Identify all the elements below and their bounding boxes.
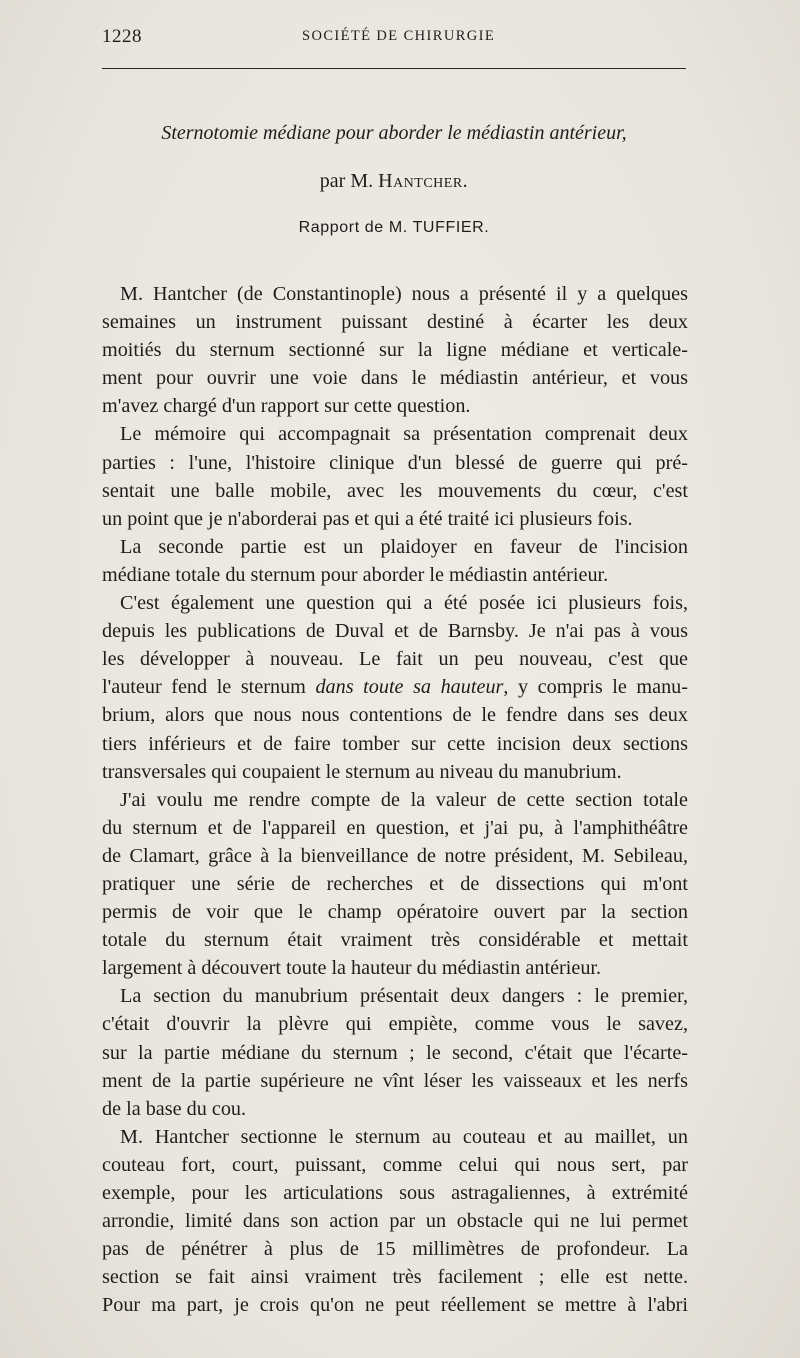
text-line: Pour ma part, je crois qu'on ne peut réellement se mettre à l'abri bbox=[102, 1294, 688, 1317]
text-line: sentait une balle mobile, avec les mouvements du cœur, c'est bbox=[102, 479, 688, 502]
italic-phrase: dans toute sa hauteur bbox=[315, 676, 504, 699]
text-line: moitiés du sternum sectionné sur la ligne médiane et verticale- bbox=[102, 339, 688, 362]
text-line: La section du manubrium présentait deux dangers : le premier, bbox=[120, 985, 688, 1008]
text-line: couteau fort, court, puissant, comme celui qui nous sert, par bbox=[102, 1153, 688, 1176]
text-line: de la base du cou. bbox=[102, 1097, 247, 1120]
text-line: les développer à nouveau. Le fait un peu nouveau, c'est que bbox=[102, 648, 688, 671]
text-line: du sternum et de l'appareil en question, et j'ai pu, à l'amphithéâtre bbox=[102, 816, 688, 839]
text-line: depuis les publications de Duval et de Barnsby. Je n'ai pas à vous bbox=[102, 620, 688, 643]
text-line: c'était d'ouvrir la plèvre qui empiète, comme vous le savez, bbox=[102, 1013, 688, 1036]
page-number: 1228 bbox=[102, 26, 142, 47]
text-line bbox=[102, 673, 688, 701]
byline-prefix: par M. bbox=[319, 170, 379, 192]
text-line: largement à découvert toute la hauteur du médiastin antérieur. bbox=[102, 957, 602, 980]
text-line: exemple, pour les articulations sous astragaliennes, à extrémité bbox=[102, 1182, 688, 1204]
text-line: permis de voir que le champ opératoire ouvert par la section bbox=[102, 901, 688, 924]
text-line: médiane totale du sternum pour aborder le médiastin antérieur. bbox=[102, 563, 609, 586]
text-fragment: l'auteur fend le sternum bbox=[102, 676, 316, 699]
text-line: de Clamart, grâce à la bienveillance de notre président, M. Sebileau, bbox=[102, 844, 688, 867]
text-line: tiers inférieurs et de faire tomber sur cette incision deux sections bbox=[102, 732, 688, 755]
article-byline bbox=[102, 168, 686, 194]
text-line: totale du sternum était vraiment très considérable et mettait bbox=[102, 929, 688, 952]
text-line: Le mémoire qui accompagnait sa présentation comprenait deux bbox=[120, 423, 688, 446]
text-line: parties : l'une, l'histoire clinique d'un blessé de guerre qui pré- bbox=[102, 451, 688, 474]
text-line: section se fait ainsi vraiment très facilement ; elle est nette. bbox=[102, 1266, 688, 1289]
text-line: m'avez chargé d'un rapport sur cette question. bbox=[102, 395, 471, 418]
text-line: La seconde partie est un plaidoyer en faveur de l'incision bbox=[120, 535, 688, 558]
text-line: M. Hantcher (de Constantinople) nous a présenté il y a quelques bbox=[120, 283, 688, 305]
text-line: sur la partie médiane du sternum ; le second, c'était que l'écarte- bbox=[102, 1041, 688, 1064]
text-line: ment de la partie supérieure ne vînt léser les vaisseaux et les nerfs bbox=[102, 1069, 688, 1092]
text-line: C'est également une question qui a été posée ici plusieurs fois, bbox=[120, 592, 688, 615]
text-fragment: , y compris le manu- bbox=[503, 676, 688, 699]
text-line: un point que je n'aborderai pas et qui a été traité ici plusieurs fois. bbox=[102, 507, 633, 530]
text-line: ment pour ouvrir une voie dans le médiastin antérieur, et vous bbox=[102, 367, 688, 390]
body-text bbox=[102, 280, 688, 1319]
report-line: Rapport de M. TUFFIER. bbox=[298, 219, 490, 236]
text-line: transversales qui coupaient le sternum au niveau du manubrium. bbox=[102, 760, 622, 783]
text-line: semaines un instrument puissant destiné à écarter les deux bbox=[102, 311, 688, 334]
running-head: SOCIÉTÉ DE CHIRURGIE bbox=[302, 28, 496, 44]
page-header bbox=[102, 26, 684, 52]
author-name: Hantcher. bbox=[378, 170, 469, 192]
header-rule bbox=[102, 68, 686, 69]
article-title: Sternotomie médiane pour aborder le médiastin antérieur, bbox=[161, 122, 627, 144]
text-line: arrondie, limité dans son action par un obstacle qui ne lui permet bbox=[102, 1210, 688, 1233]
text-line: brium, alors que nous nous contentions de le fendre dans ses deux bbox=[102, 704, 688, 727]
text-line: pratiquer une série de recherches et de dissections qui m'ont bbox=[102, 872, 688, 895]
text-line: pas de pénétrer à plus de 15 millimètres de profondeur. La bbox=[102, 1238, 688, 1261]
text-line: M. Hantcher sectionne le sternum au couteau et au maillet, un bbox=[120, 1125, 688, 1148]
text-line: J'ai voulu me rendre compte de la valeur de cette section totale bbox=[120, 788, 688, 811]
